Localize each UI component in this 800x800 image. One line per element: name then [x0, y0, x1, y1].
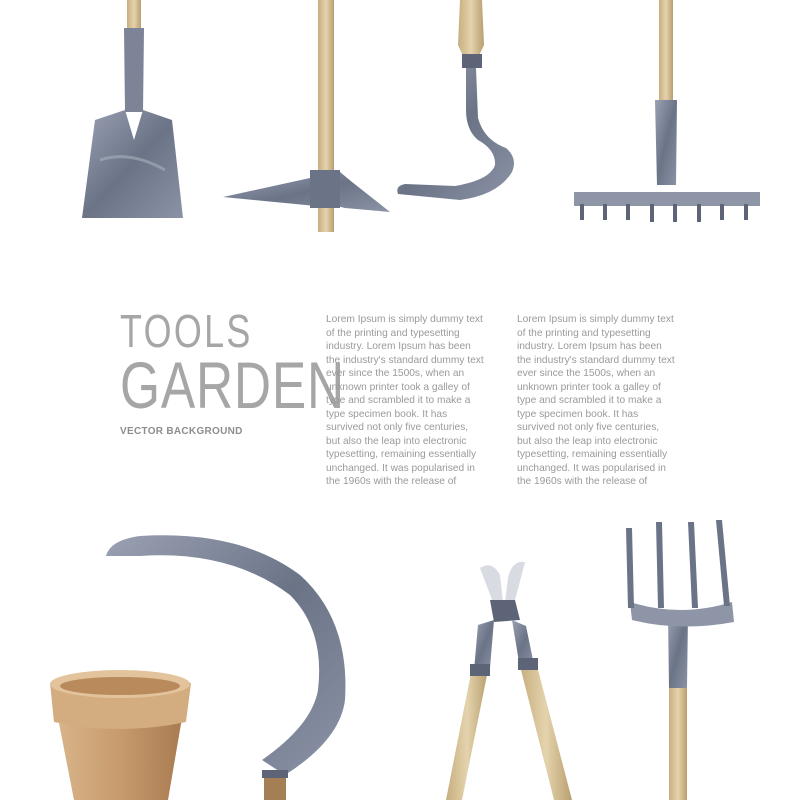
heading-subtitle: VECTOR BACKGROUND: [120, 426, 243, 437]
heading-tools: TOOLS: [120, 305, 253, 357]
heading-block: [120, 305, 345, 437]
flower-pot-icon: [50, 670, 191, 800]
heading-garden: GARDEN: [120, 348, 345, 422]
spade-icon: [82, 0, 183, 218]
pickaxe-icon: [223, 0, 390, 232]
body-text-column-2: Lorem Ipsum is simply dummy text of the printing and typesetting industry. Lorem Ipsum has been the industry's standard dummy text ever since the 1500s, when an unknown printer took a galley of type and scrambled it to make a type specimen book. It has survived not only five centuries, but also the leap into electronic typesetting, remaining essentially unchanged. It was popularised in the 1960s with the release of: [517, 314, 675, 487]
rake-icon: [574, 0, 760, 222]
pruning-shears-icon: [446, 562, 572, 800]
garden-fork-icon: [626, 520, 734, 800]
body-text-column-1: Lorem Ipsum is simply dummy text of the printing and typesetting industry. Lorem Ipsum has been the industry's standard dummy text ever since the 1500s, when an unknown printer took a galley of type and scrambled it to make a type specimen book. It has survived not only five centuries, but also the leap into electronic typesetting, remaining essentially unchanged. It was popularised in the 1960s with the release of: [326, 314, 484, 487]
hoe-icon: [397, 0, 514, 200]
